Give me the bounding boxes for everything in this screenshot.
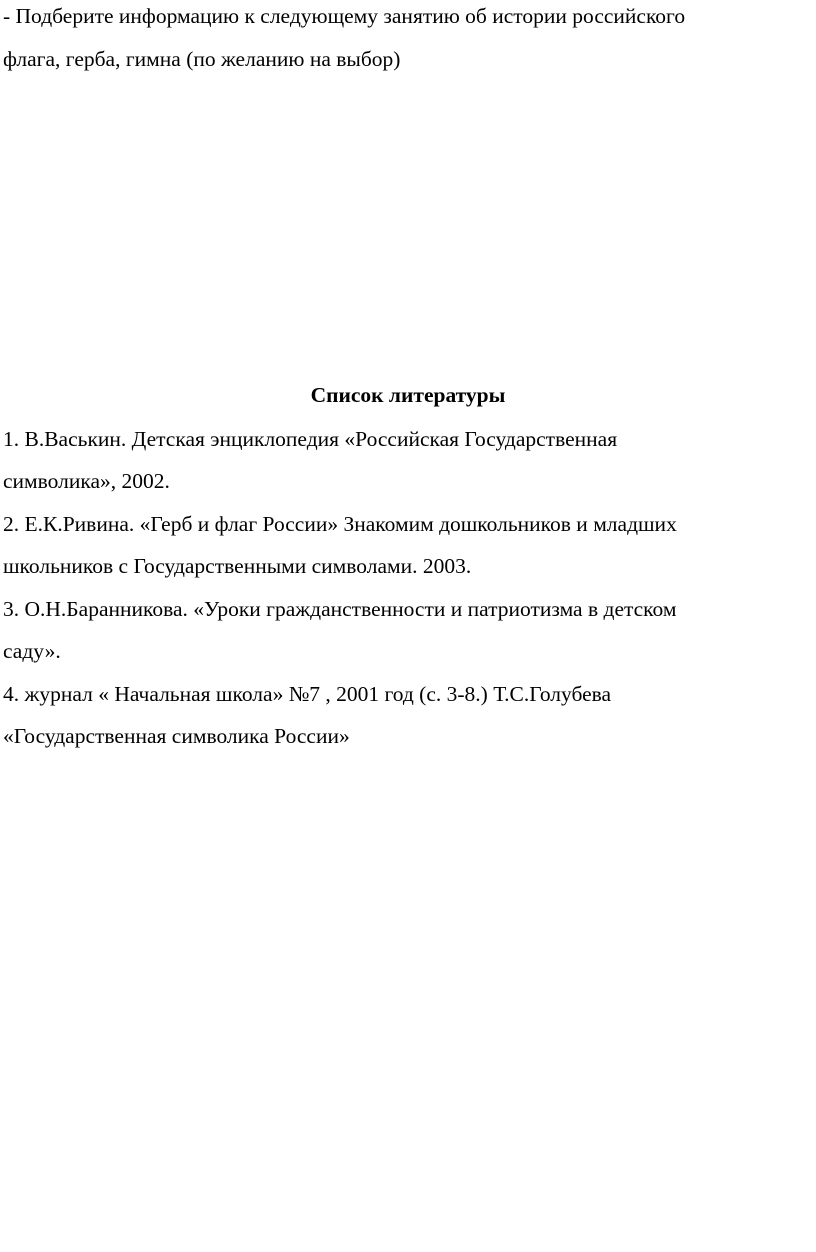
bibliography-entry-4-line-1: 4. журнал « Начальная школа» №7 , 2001 год (с. 3-8.) Т.С.Голубева <box>3 682 612 706</box>
bibliography-entry-3-line-2: саду». <box>3 639 61 663</box>
bibliography-title: Список литературы <box>310 383 506 407</box>
bibliography-entry-1-line-2: символика», 2002. <box>3 469 170 493</box>
bibliography-entry-1-line-1: 1. В.Васькин. Детская энциклопедия «Российская Государственная <box>3 427 618 451</box>
task-text-line-1: - Подберите информацию к следующему занятию об истории российского <box>3 4 686 28</box>
bibliography-entry-2-line-1: 2. Е.К.Ривина. «Герб и флаг России» Знакомим дошкольников и младших <box>3 512 677 536</box>
bibliography-entry-4-line-2: «Государственная символика России» <box>3 724 350 748</box>
bibliography-entry-3-line-1: 3. О.Н.Баранникова. «Уроки гражданственности и патриотизма в детском <box>3 597 677 621</box>
task-text-line-2: флага, герба, гимна (по желанию на выбор) <box>3 47 401 71</box>
bibliography-entry-2-line-2: школьников с Государственными символами. 2003. <box>3 554 472 578</box>
